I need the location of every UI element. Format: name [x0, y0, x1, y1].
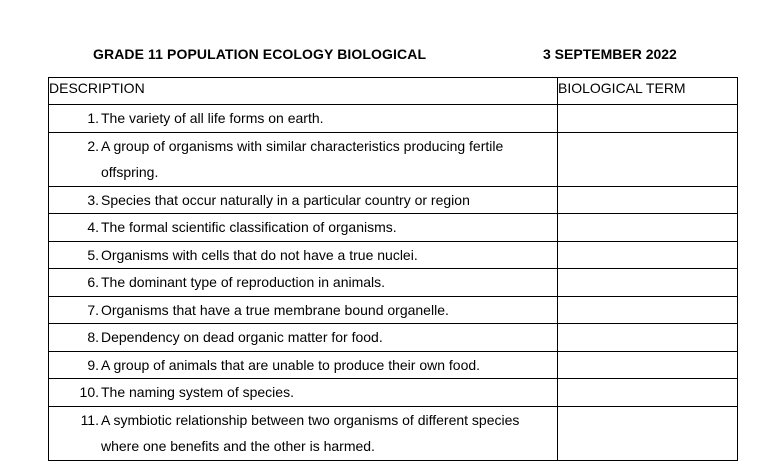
question-number: 4. [87, 219, 99, 235]
question-text: A symbiotic relationship between two organisms of different species where one benefits and the other is harmed. [101, 411, 520, 454]
question-text: The variety of all life forms on earth. [101, 110, 324, 126]
answer-cell[interactable] [558, 241, 738, 269]
table-row [49, 214, 738, 242]
answer-cell[interactable] [558, 406, 738, 460]
question-table [48, 77, 738, 461]
table-row [49, 296, 738, 324]
question-number: 7. [87, 301, 99, 318]
worksheet-date: 3 SEPTEMBER 2022 [543, 46, 677, 62]
description-cell [49, 105, 558, 133]
column-header-description: DESCRIPTION [49, 78, 558, 105]
table-row [49, 269, 738, 297]
table-row [49, 186, 738, 214]
description-cell [49, 132, 558, 186]
question-number: 5. [87, 246, 99, 263]
description-cell [49, 241, 558, 269]
table-header-row [49, 78, 738, 105]
description-cell [49, 269, 558, 297]
answer-cell[interactable] [558, 296, 738, 324]
question-text: A group of organisms with similar characteristics producing fertile offspring. [101, 137, 504, 180]
question-number: 9. [87, 356, 99, 373]
question-number: 11. [80, 411, 99, 428]
table-row [49, 241, 738, 269]
table-row [49, 351, 738, 379]
table-row [49, 406, 738, 460]
table-row [49, 105, 738, 133]
table-row [49, 324, 738, 352]
description-cell [49, 406, 558, 460]
answer-cell[interactable] [558, 269, 738, 297]
answer-cell[interactable] [558, 379, 738, 407]
description-cell [49, 379, 558, 407]
description-cell [49, 324, 558, 352]
answer-cell[interactable] [558, 132, 738, 186]
answer-cell[interactable] [558, 105, 738, 133]
answer-cell[interactable] [558, 186, 738, 214]
question-text: Dependency on dead organic matter for food. [101, 329, 383, 345]
table-row [49, 379, 738, 407]
answer-cell[interactable] [558, 351, 738, 379]
worksheet-title: GRADE 11 POPULATION ECOLOGY BIOLOGICAL [93, 46, 427, 62]
description-cell [49, 296, 558, 324]
question-number: 1. [87, 110, 99, 126]
question-number: 3. [87, 191, 99, 208]
question-number: 2. [87, 137, 99, 154]
question-text: Organisms that have a true membrane bound organelle. [101, 301, 449, 318]
column-header-biological-term: BIOLOGICAL TERM [558, 78, 738, 105]
description-cell [49, 351, 558, 379]
question-text: The dominant type of reproduction in animals. [101, 274, 386, 290]
description-cell [49, 186, 558, 214]
answer-cell[interactable] [558, 324, 738, 352]
table-row [49, 132, 738, 186]
question-text: A group of animals that are unable to produce their own food. [101, 356, 481, 373]
question-text: Species that occur naturally in a particular country or region [101, 191, 470, 208]
question-text: The formal scientific classification of organisms. [101, 219, 397, 235]
question-number: 8. [87, 329, 99, 345]
question-text: The naming system of species. [101, 384, 294, 400]
question-text: Organisms with cells that do not have a true nuclei. [101, 246, 418, 263]
answer-cell[interactable] [558, 214, 738, 242]
question-number: 10. [79, 384, 99, 400]
description-cell [49, 214, 558, 242]
question-number: 6. [87, 274, 99, 290]
